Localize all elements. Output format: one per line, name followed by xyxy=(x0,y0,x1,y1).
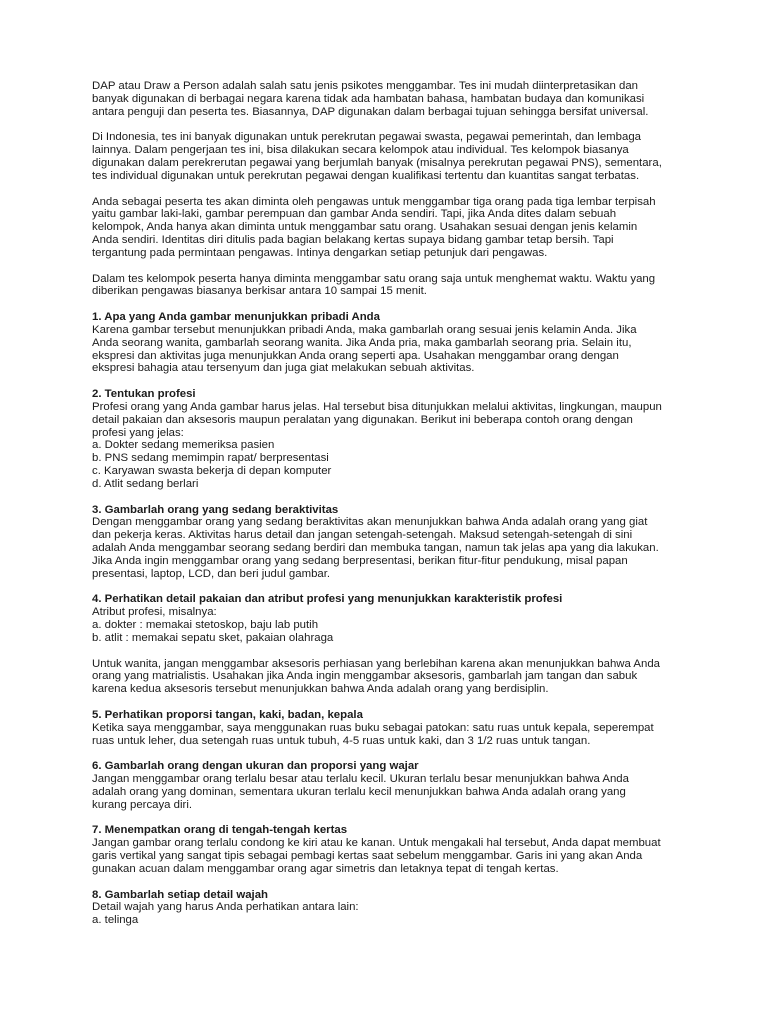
text-line: antara penguji dan peserta tes. Biasannya, DAP digunakan dalam berbagai tujuan sehingga bersifat universal. xyxy=(92,105,649,118)
section-3 xyxy=(92,504,692,581)
text-line: dan pekerja keras. Aktivitas harus detail dan jangan setengah-setengah. Maksud setengah-setengah di sini xyxy=(92,529,633,542)
list-item: b. atlit : memakai sepatu sket, pakaian olahraga xyxy=(92,631,334,644)
list-item: b. PNS sedang memimpin rapat/ berpresentasi xyxy=(92,452,329,465)
text-line: digunakan dalam perekrerutan pegawai yang berjumlah banyak (misalnya perekrutan pegawai PNS), sementara, xyxy=(92,157,662,170)
section-heading: 8. Gambarlah setiap detail wajah xyxy=(92,888,268,901)
intro-paragraph-3 xyxy=(92,196,692,260)
text-line: diberikan pengawas biasanya berkisar antara 10 sampai 15 menit. xyxy=(92,285,427,298)
text-line: garis vertikal yang sangat tipis sebagai pembagi kertas saat sebelum menggambar. Garis ini yang akan Anda xyxy=(92,850,643,863)
text-line: presentasi, laptop, LCD, dan beri judul gambar. xyxy=(92,567,331,580)
section-5 xyxy=(92,709,692,748)
intro-paragraph-4 xyxy=(92,273,692,299)
list-item: a. Dokter sedang memeriksa pasien xyxy=(92,439,275,452)
text-line: profesi yang jelas: xyxy=(92,426,184,439)
text-line: ruas untuk leher, dua setengah ruas untuk tubuh, 4-5 ruas untuk kaki, dan 3 1/2 ruas untuk tangan. xyxy=(92,734,591,747)
text-line: Anda sendiri. Identitas diri ditulis pada bagian belakang kertas supaya bidang gambar tetap bersih. Tapi xyxy=(92,234,614,247)
list-item: c. Karyawan swasta bekerja di depan komputer xyxy=(92,465,332,478)
text-line: Dalam tes kelompok peserta hanya diminta menggambar satu orang saja untuk menghemat waktu. Waktu yang xyxy=(92,272,656,285)
text-line: adalah Anda menggambar seorang sedang berdiri dan membuka tangan, namun tak jelas apa yang dia lakukan. xyxy=(92,542,659,555)
section-heading: 1. Apa yang Anda gambar menunjukkan pribadi Anda xyxy=(92,311,380,323)
section-2 xyxy=(92,388,692,491)
text-line: ekspresi dan aktivitas juga menunjukkan Anda orang seperti apa. Usahakan menggambar orang dengan xyxy=(92,349,619,362)
section-heading: 3. Gambarlah orang yang sedang beraktivitas xyxy=(92,503,339,516)
section-4 xyxy=(92,593,692,644)
list-item: a. dokter : memakai stetoskop, baju lab putih xyxy=(92,619,319,632)
text-line: Untuk wanita, jangan menggambar aksesoris perhiasan yang berlebihan karena akan menunjukkan bahwa Anda xyxy=(92,657,661,670)
text-line: Jangan gambar orang terlalu condong ke kiri atau ke kanan. Untuk mengakali hal tersebut, Anda dapat membuat xyxy=(92,837,661,850)
text-line: Anda seorang wanita, gambarlah seorang wanita. Jika Anda pria, maka gambarlah seorang pria. Selain itu, xyxy=(92,336,632,349)
text-line: Dengan menggambar orang yang sedang beraktivitas akan menunjukkan bahwa Anda adalah orang yang giat xyxy=(92,516,648,529)
text-line: Jangan menggambar orang terlalu besar atau terlalu kecil. Ukuran terlalu besar menunjukkan bahwa Anda xyxy=(92,773,629,786)
text-line: Anda sebagai peserta tes akan diminta oleh pengawas untuk menggambar tiga orang pada tiga lembar terpisah xyxy=(92,195,656,208)
section-4-extra-paragraph xyxy=(92,658,692,697)
text-line: lainnya. Dalam pengerjaan tes ini, bisa dilakukan secara kelompok atau individual. Tes kelompok biasanya xyxy=(92,144,629,157)
text-line: karena kedua aksesoris tersebut menunjukkan bahwa Anda adalah orang yang berdisiplin. xyxy=(92,683,549,696)
section-8 xyxy=(92,889,692,928)
text-line: adalah orang yang dominan, sementara ukuran terlalu kecil menunjukkan bahwa Anda adalah orang yang xyxy=(92,785,626,798)
text-line: yaitu gambar laki-laki, gambar perempuan dan gambar Anda sendiri. Tapi, jika Anda dites dalam sebuah xyxy=(92,208,617,221)
text-line: tes individual digunakan untuk perekrutan pegawai dengan kualifikasi tertentu dan kuantitas sangat terbatas. xyxy=(92,169,640,182)
section-6 xyxy=(92,760,692,811)
list-item: a. telinga xyxy=(92,914,139,927)
text-line: kurang percaya diri. xyxy=(92,798,193,811)
text-line: Di Indonesia, tes ini banyak digunakan untuk perekrutan pegawai swasta, pegawai pemerintah, dan lembaga xyxy=(92,131,642,144)
intro-paragraph-2 xyxy=(92,131,692,182)
text-line: tergantung pada permintaan pengawas. Intinya dengarkan setiap petunjuk dari pengawas. xyxy=(92,246,548,259)
section-1 xyxy=(92,311,692,375)
text-line: ekspresi bahagia atau tersenyum dan juga giat melakukan sebuah aktivitas. xyxy=(92,362,475,375)
text-line: Karena gambar tersebut menunjukkan pribadi Anda, maka gambarlah orang sesuai jenis kelamin Anda. Jika xyxy=(92,323,637,336)
text-line: Ketika saya menggambar, saya menggunakan ruas buku sebagai patokan: satu ruas untuk kepala, seperempat xyxy=(92,721,654,734)
document-page xyxy=(92,80,692,940)
section-7 xyxy=(92,824,692,875)
section-heading: 5. Perhatikan proporsi tangan, kaki, badan, kepala xyxy=(92,708,363,721)
text-line: gunakan acuan dalam menggambar orang agar simetris dan letaknya tepat di tengah kertas. xyxy=(92,862,559,875)
text-line: detail pakaian dan aksesoris maupun peralatan yang digunakan. Berikut ini beberapa contoh orang dengan xyxy=(92,413,633,426)
section-heading: 2. Tentukan profesi xyxy=(92,388,196,401)
text-line: kelompok, Anda hanya akan diminta untuk menggambar satu orang. Usahakan sesuai dengan jenis kelamin xyxy=(92,221,638,234)
section-heading: 6. Gambarlah orang dengan ukuran dan proporsi yang wajar xyxy=(92,760,419,773)
text-line: Jika Anda ingin menggambar orang yang sedang berpresentasi, berikan fitur-fitur pendukung, misal papan xyxy=(92,554,628,567)
text-line: Detail wajah yang harus Anda perhatikan antara lain: xyxy=(92,901,359,914)
intro-paragraph-1 xyxy=(92,80,692,119)
text-line: banyak digunakan di berbagai negara karena tidak ada hambatan bahasa, hambatan budaya dan komunikasi xyxy=(92,92,645,105)
text-line: DAP atau Draw a Person adalah salah satu jenis psikotes menggambar. Tes ini mudah diinterpretasikan dan xyxy=(92,80,639,92)
section-heading: 7. Menempatkan orang di tengah-tengah kertas xyxy=(92,824,348,837)
text-line: Profesi orang yang Anda gambar harus jelas. Hal tersebut bisa ditunjukkan melalui aktivitas, lingkungan, maupun xyxy=(92,400,662,413)
text-line: Atribut profesi, misalnya: xyxy=(92,606,217,619)
section-heading: 4. Perhatikan detail pakaian dan atribut profesi yang menunjukkan karakteristik profesi xyxy=(92,593,563,606)
list-item: d. Atlit sedang berlari xyxy=(92,477,199,490)
text-line: orang yang matrialistis. Usahakan jika Anda ingin menggambar aksesoris, gambarlah jam tangan dan sabuk xyxy=(92,670,638,683)
